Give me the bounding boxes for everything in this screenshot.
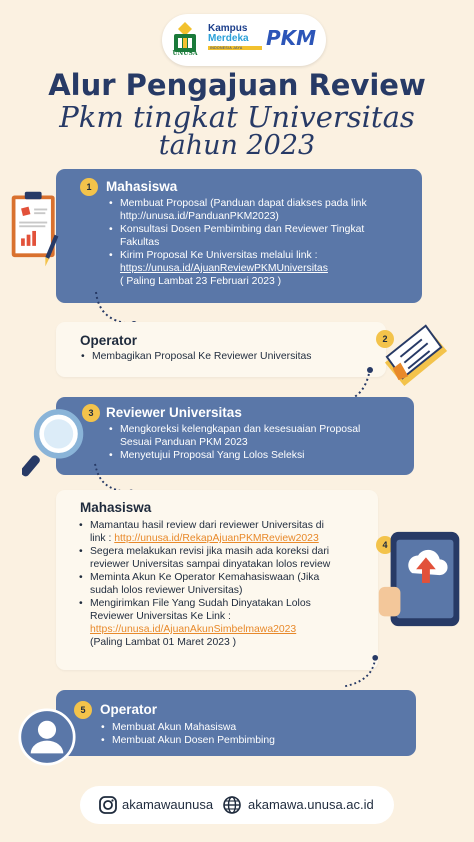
page-year: tahun 2023 bbox=[158, 130, 316, 161]
step-5-title: Operator bbox=[100, 702, 158, 717]
connector-4-5 bbox=[340, 654, 380, 692]
step-1-link-panduan[interactable]: http://unusa.id/PanduanPKM2023) bbox=[120, 211, 279, 222]
website-link[interactable]: akamawa.unusa.ac.id bbox=[248, 797, 374, 812]
step-4-card bbox=[56, 490, 378, 670]
instagram-handle[interactable]: akamawaunusa bbox=[122, 797, 214, 812]
list-item: • Mengirimkan File Yang Sudah Dinyatakan Lolos bbox=[78, 597, 374, 610]
step-2-title: Operator bbox=[80, 333, 138, 348]
kampus-merdeka-logo bbox=[208, 24, 262, 50]
footer-contact-bar bbox=[80, 786, 394, 824]
globe-icon[interactable] bbox=[222, 795, 242, 815]
list-item-continued bbox=[78, 532, 374, 545]
step-4-title: Mahasiswa bbox=[80, 500, 152, 515]
step-3-badge: 3 bbox=[82, 404, 100, 422]
step-4-deadline: (Paling Lambat 01 Maret 2023 ) bbox=[90, 637, 237, 648]
page-title: Alur Pengajuan Review bbox=[48, 68, 426, 102]
step-4-link-rekap[interactable]: http://unusa.id/RekapAjuanPKMReview2023 bbox=[114, 533, 319, 544]
list-item: • Konsultasi Dosen Pembimbing dan Reviewer Tingkat bbox=[108, 223, 414, 236]
list-item: • Segera melakukan revisi jika masih ada koreksi dari bbox=[78, 545, 374, 558]
list-item: • Mengkoreksi kelengkapan dan kesesuaian Proposal bbox=[108, 423, 408, 436]
list-item: • Membuat Akun Mahasiswa bbox=[100, 721, 400, 734]
step-1-badge: 1 bbox=[80, 178, 98, 196]
step-1-deadline: ( Paling Lambat 23 Februari 2023 ) bbox=[120, 276, 282, 287]
list-item: • Membagikan Proposal Ke Reviewer Universitas bbox=[80, 350, 380, 363]
kampus-merdeka-word-2: Merdeka bbox=[208, 33, 249, 44]
list-item-continued: Sesuai Panduan PKM 2023 bbox=[120, 437, 248, 448]
step-5-badge: 5 bbox=[74, 701, 92, 719]
step-4-link-akun[interactable]: https://unusa.id/AjuanAkunSimbelmawa2023 bbox=[90, 624, 297, 635]
instagram-icon[interactable] bbox=[98, 795, 118, 815]
list-item-continued: sudah lolos reviewer Universitas) bbox=[90, 585, 243, 596]
list-item-continued: Fakultas bbox=[120, 237, 160, 248]
list-item-continued: reviewer Universitas sampai dinyatakan lolos review bbox=[90, 559, 331, 570]
unusa-logo-text: UNUSA bbox=[172, 50, 198, 57]
kampus-merdeka-word-1: Kampus bbox=[208, 23, 248, 34]
list-item: • Meminta Akun Ke Operator Kemahasiswaan (Jika bbox=[78, 571, 374, 584]
list-item: • Mamantau hasil review dari reviewer Universitas di bbox=[78, 519, 374, 532]
kampus-merdeka-tagline: INDONESIA JAYA bbox=[208, 46, 262, 50]
step-3-list bbox=[108, 423, 408, 462]
step-5-card bbox=[56, 690, 416, 756]
list-item: • Membuat Akun Dosen Pembimbing bbox=[100, 734, 400, 747]
tablet-upload-icon bbox=[378, 526, 468, 634]
step-3-title: Reviewer Universitas bbox=[106, 405, 242, 420]
step-1-card bbox=[56, 169, 422, 303]
user-avatar-icon bbox=[18, 708, 76, 766]
step-1-link-ajuan[interactable]: https://unusa.id/AjuanReviewPKMUniversitas bbox=[120, 263, 328, 274]
page-subtitle: Pkm tingkat Universitas bbox=[59, 100, 415, 134]
documents-icon bbox=[376, 318, 456, 386]
list-item-continued: Reviewer Universitas Ke Link : bbox=[90, 611, 231, 622]
step-1-list bbox=[108, 197, 414, 288]
logo-bar bbox=[162, 14, 326, 66]
step-4-badge: 4 bbox=[376, 536, 394, 554]
step-5-list bbox=[100, 721, 400, 747]
link-label: link : bbox=[90, 533, 115, 544]
clipboard-icon bbox=[8, 184, 64, 276]
step-2-list bbox=[80, 350, 380, 363]
list-item: • Menyetujui Proposal Yang Lolos Seleksi bbox=[108, 449, 408, 462]
list-item: • Kirim Proposal Ke Universitas melalui link : bbox=[108, 249, 414, 262]
list-item: • Membuat Proposal (Panduan dapat diakses pada link bbox=[108, 197, 414, 210]
step-4-list bbox=[78, 519, 374, 649]
pkm-logo: PKM bbox=[266, 26, 317, 50]
step-2-badge: 2 bbox=[376, 330, 394, 348]
magnifier-icon bbox=[22, 404, 86, 482]
step-1-title: Mahasiswa bbox=[106, 179, 178, 194]
